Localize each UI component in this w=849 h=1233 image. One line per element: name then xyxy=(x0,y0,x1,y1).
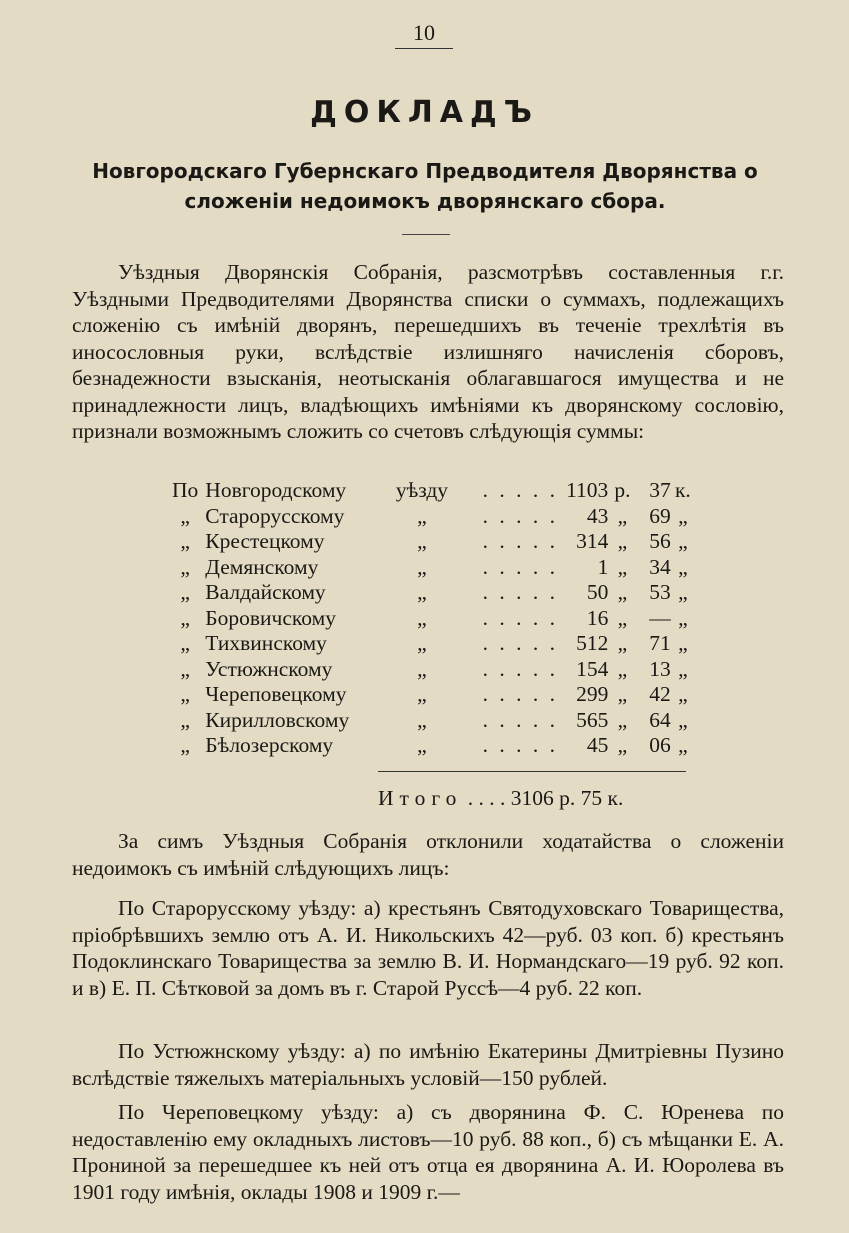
sums-cell-rub: 1103 xyxy=(566,478,609,502)
sums-cell-dots: . . . . . xyxy=(482,554,558,579)
rejected-paragraph-text: За симъ Уѣздныя Собранія отклонили ходатайства о сложеніи недоимокъ съ имѣній слѣдующихъ лицъ: xyxy=(72,829,784,880)
sums-cell-prefix: „ xyxy=(180,656,190,681)
sums-cell-kop-unit: „ xyxy=(678,529,688,553)
title-divider xyxy=(402,234,450,235)
sums-cell-rub-unit: р. xyxy=(614,478,631,502)
sums-cell-kop: 64 xyxy=(649,707,671,732)
intro-paragraph xyxy=(72,259,784,445)
starorussky-paragraph-text: По Старорусскому уѣзду: а) крестьянъ Святодуховскаго Товарищества, пріобрѣвшихъ землю отъ А. И. Никольскихъ 42—руб. 03 коп. б) крестьянъ Подоклинскаго Товарищества за землю В. И. Нормандскаго—19 руб. 92 коп. и в) Е. П. Сѣтковой за домъ въ г. Старой Руссѣ—4 руб. 22 коп. xyxy=(72,896,784,1000)
sums-cell-prefix: „ xyxy=(180,554,190,579)
total-divider xyxy=(378,771,686,772)
sums-cell-dots: . . . . . xyxy=(482,682,558,706)
sums-cell-ditto: „ xyxy=(417,503,427,528)
sums-cell-rub-unit: „ xyxy=(617,707,628,732)
sums-cell-rub-unit: „ xyxy=(617,682,628,706)
sums-cell-ditto: „ xyxy=(417,682,427,706)
sums-cell-prefix: „ xyxy=(180,682,190,706)
sums-cell-kop-unit: „ xyxy=(678,656,688,681)
sums-cell-ditto: „ xyxy=(417,733,427,757)
sums-cell-rub: 314 xyxy=(576,529,609,553)
sums-cell-district: Кирилловскому xyxy=(205,707,350,732)
sums-cell-district: Череповецкому xyxy=(205,682,347,706)
sums-cell-rub: 154 xyxy=(576,656,609,681)
sums-cell-rub-unit: „ xyxy=(617,503,628,528)
sums-cell-district: Валдайскому xyxy=(205,580,326,604)
sums-cell-dots: . . . . . xyxy=(482,529,558,553)
sums-cell-kop-unit: „ xyxy=(678,733,688,757)
sums-cell-dots: . . . . . xyxy=(482,580,558,604)
sums-cell-kop: 06 xyxy=(649,733,671,757)
cherepovetsky-paragraph xyxy=(72,1099,784,1205)
sums-row xyxy=(165,580,695,606)
sums-cell-kop-unit: „ xyxy=(678,554,688,579)
sums-cell-ditto: „ xyxy=(417,529,427,553)
ustyuzhnsky-paragraph xyxy=(72,1038,784,1091)
sums-cell-rub: 1 xyxy=(597,554,609,579)
page-number: 10 xyxy=(395,20,453,49)
sums-cell-kop: 37 xyxy=(649,478,671,502)
sums-cell-kop: 53 xyxy=(649,580,671,604)
sums-cell-rub-unit: „ xyxy=(617,554,628,579)
sums-cell-ditto: „ xyxy=(417,580,427,604)
sums-cell-kop: 42 xyxy=(649,682,671,706)
sums-row xyxy=(165,529,695,555)
sums-row xyxy=(165,708,695,734)
sums-cell-kop-unit: „ xyxy=(678,631,688,655)
sums-cell-dots: . . . . . xyxy=(482,656,558,681)
sums-cell-kop: 13 xyxy=(649,656,671,681)
sums-cell-rub-unit: „ xyxy=(617,733,628,757)
sums-cell-district: Боровичскому xyxy=(205,605,336,630)
ustyuzhnsky-paragraph-text: По Устюжнскому уѣзду: а) по имѣнію Екатерины Дмитріевны Пузино вслѣдствіе тяжелыхъ матеріальныхъ условій—150 рублей. xyxy=(72,1039,784,1090)
sums-total xyxy=(378,786,698,811)
sums-cell-rub: 50 xyxy=(586,580,609,604)
sums-cell-kop: 71 xyxy=(649,631,671,655)
sums-cell-kop-unit: „ xyxy=(678,682,688,706)
total-label: Итого xyxy=(378,786,463,810)
sums-cell-dots: . . . . . xyxy=(482,478,558,502)
sums-cell-rub: 45 xyxy=(586,733,609,757)
sums-cell-kop-unit: к. xyxy=(674,478,691,502)
sums-cell-dots: . . . . . xyxy=(482,733,558,757)
sums-cell-ditto: „ xyxy=(417,707,427,732)
sums-cell-rub: 512 xyxy=(576,631,609,655)
starorussky-paragraph xyxy=(72,895,784,1001)
total-value: 3106 р. 75 к. xyxy=(510,786,624,810)
sums-row xyxy=(165,555,695,581)
sums-cell-kop: 34 xyxy=(649,554,671,579)
sums-row xyxy=(165,682,695,708)
sums-cell-prefix: „ xyxy=(180,529,190,553)
sums-row xyxy=(165,606,695,632)
sums-cell-district: Устюжнскому xyxy=(205,656,333,681)
intro-paragraph-text: Уѣздныя Дворянскія Собранія, разсмотрѣвъ составленныя г.г. Уѣздными Предводителями Дворянства списки о суммахъ, подлежащихъ сложенію съ имѣній дворянъ, перешедшихъ въ теченіе трехлѣтія въ иносословныя руки, вслѣдствіе излишняго начисленія сборовъ, безнадежности взысканія, неотысканія облагавшагося имущества и не принадлежности лицъ, владѣющихъ имѣніями къ дворянскому сословію, признали возможнымъ сложить со счетовъ слѣдующія суммы: xyxy=(72,260,784,443)
sums-cell-rub: 565 xyxy=(576,707,609,732)
sums-cell-kop: — xyxy=(649,605,671,630)
sums-cell-prefix: „ xyxy=(180,707,190,732)
document-title: ДОКЛАДЪ xyxy=(310,95,539,130)
sums-row xyxy=(165,504,695,530)
sums-cell-kop-unit: „ xyxy=(678,580,688,604)
sums-table xyxy=(165,478,695,759)
sums-cell-kop-unit: „ xyxy=(678,707,688,732)
sums-cell-dots: . . . . . xyxy=(482,605,558,630)
sums-cell-ditto: „ xyxy=(417,631,427,655)
sums-cell-ditto: „ xyxy=(417,656,427,681)
sums-cell-rub-unit: „ xyxy=(617,529,628,553)
sums-cell-dots: . . . . . xyxy=(482,707,558,732)
sums-cell-district: Крестецкому xyxy=(205,529,325,553)
sums-cell-rub: 16 xyxy=(586,605,609,630)
sums-cell-kop-unit: „ xyxy=(678,503,688,528)
sums-cell-district: Новгородскому xyxy=(205,478,347,502)
sums-cell-ditto: уѣзду xyxy=(395,478,449,502)
sums-cell-prefix: По xyxy=(172,478,199,502)
sums-cell-rub-unit: „ xyxy=(617,631,628,655)
sums-row xyxy=(165,631,695,657)
sums-cell-kop: 56 xyxy=(649,529,671,553)
sums-cell-prefix: „ xyxy=(180,631,190,655)
rejected-paragraph xyxy=(72,828,784,881)
cherepovetsky-paragraph-text: По Череповецкому уѣзду: а) съ дворянина Ф. С. Юренева по недоставленію ему окладныхъ листовъ—10 руб. 88 коп., б) съ мѣщанки Е. А. Прониной за перешедшее къ ней отъ отца ея дворянина А. И. Юоролева въ 1901 году имѣнія, оклады 1908 и 1909 г.— xyxy=(72,1100,784,1204)
document-subtitle: Новгородскаго Губернскаго Предводителя Дворянства о сложеніи недоимокъ дворянскаго сбора. xyxy=(92,159,758,213)
sums-row xyxy=(165,657,695,683)
sums-cell-rub-unit: „ xyxy=(617,580,628,604)
sums-cell-ditto: „ xyxy=(417,554,427,579)
sums-cell-district: Бѣлозерскому xyxy=(205,733,334,757)
sums-cell-dots: . . . . . xyxy=(482,631,558,655)
sums-cell-ditto: „ xyxy=(417,605,427,630)
sums-cell-prefix: „ xyxy=(180,580,190,604)
sums-cell-prefix: „ xyxy=(180,605,190,630)
sums-cell-dots: . . . . . xyxy=(482,503,558,528)
sums-cell-rub-unit: „ xyxy=(617,656,628,681)
total-dots: . . . . xyxy=(467,786,506,810)
sums-cell-prefix: „ xyxy=(180,733,190,757)
sums-cell-district: Старорусскому xyxy=(205,503,345,528)
sums-row xyxy=(165,733,695,759)
sums-cell-kop: 69 xyxy=(649,503,671,528)
sums-cell-district: Демянскому xyxy=(205,554,319,579)
sums-cell-prefix: „ xyxy=(180,503,190,528)
sums-cell-rub: 299 xyxy=(576,682,609,706)
sums-cell-district: Тихвинскому xyxy=(205,631,327,655)
sums-cell-rub: 43 xyxy=(586,503,609,528)
sums-row xyxy=(165,478,695,504)
sums-cell-kop-unit: „ xyxy=(678,605,688,630)
sums-cell-rub-unit: „ xyxy=(617,605,628,630)
